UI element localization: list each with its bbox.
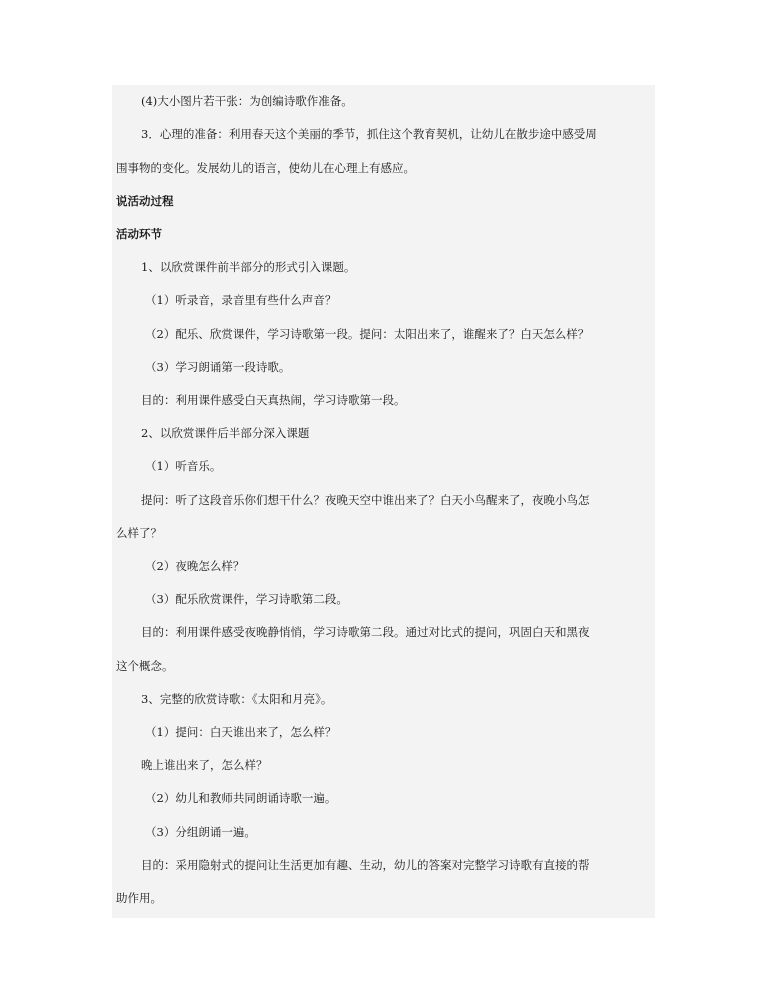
text-line: 1、以欣赏课件前半部分的形式引入课题。: [141, 260, 356, 274]
text-line: (4)大小图片若干张：为创编诗歌作准备。: [141, 94, 353, 108]
text-line: （1）听音乐。: [145, 459, 222, 473]
text-line: （2）夜晚怎么样？: [145, 559, 245, 573]
text-line: （2）幼儿和教师共同朗诵诗歌一遍。: [145, 791, 337, 805]
section-heading: 活动环节: [116, 227, 162, 241]
text-line: 围事物的变化。发展幼儿的语言，使幼儿在心理上有感应。: [116, 161, 415, 175]
text-line: （3）分组朗诵一遍。: [145, 825, 256, 839]
section-heading: 说活动过程: [116, 194, 174, 208]
document-page: [112, 85, 655, 918]
text-line: 3、完整的欣赏诗歌：《太阳和月亮》。: [141, 692, 333, 706]
text-line: （3）配乐欣赏课件，学习诗歌第二段。: [145, 592, 348, 606]
text-line: 2、以欣赏课件后半部分深入课题: [141, 426, 310, 440]
text-line: （3）学习朗诵第一段诗歌。: [145, 360, 291, 374]
text-line: （2）配乐、欣赏课件，学习诗歌第一段。提问：太阳出来了，谁醒来了？白天怎么样？: [145, 327, 590, 341]
text-line: 目的：采用隐射式的提问让生活更加有趣、生动，幼儿的答案对完整学习诗歌有直接的帮: [141, 858, 590, 872]
text-line: 提问：听了这段音乐你们想干什么？夜晚天空中谁出来了？白天小鸟醒来了，夜晚小鸟怎: [141, 493, 590, 507]
text-line: 助作用。: [116, 891, 162, 905]
text-line: 目的：利用课件感受夜晚静悄悄，学习诗歌第二段。通过对比式的提问，巩固白天和黑夜: [141, 625, 590, 639]
text-line: 晚上谁出来了，怎么样？: [141, 758, 268, 772]
text-line: （1）听录音，录音里有些什么声音？: [145, 293, 337, 307]
text-line: 3．心理的准备：利用春天这个美丽的季节，抓住这个教育契机，让幼儿在散步途中感受周: [141, 127, 597, 141]
text-line: 这个概念。: [116, 659, 174, 673]
text-line: （1）提问：白天谁出来了，怎么样？: [145, 725, 337, 739]
text-line: 目的：利用课件感受白天真热闹，学习诗歌第一段。: [141, 393, 406, 407]
text-line: 么样了？: [116, 526, 162, 540]
